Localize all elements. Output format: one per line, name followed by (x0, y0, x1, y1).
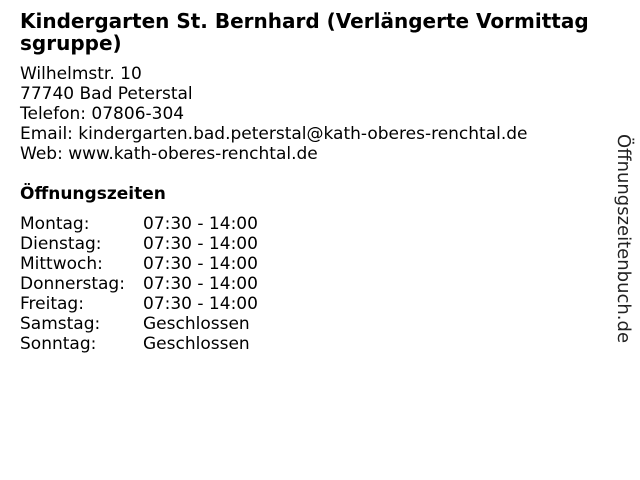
hours-row-wednesday (20, 254, 258, 274)
phone: Telefon: 07806-304 (20, 104, 185, 124)
page-title: Kindergarten St. Bernhard (Verlängerte Vormittagsgruppe) (20, 9, 589, 55)
time-value: 07:30 - 14:00 (143, 274, 258, 294)
time-value: 07:30 - 14:00 (143, 234, 258, 254)
time-value: 07:30 - 14:00 (143, 254, 258, 274)
city: 77740 Bad Peterstal (20, 84, 193, 104)
hours-row-sunday (20, 334, 258, 354)
hours-row-monday (20, 214, 258, 234)
day-label: Freitag: (20, 294, 84, 314)
opening-hours-table (20, 214, 258, 354)
time-value: 07:30 - 14:00 (143, 214, 258, 234)
day-label: Samstag: (20, 314, 101, 334)
day-label: Dienstag: (20, 234, 102, 254)
hours-row-friday (20, 294, 258, 314)
time-value: Geschlossen (143, 314, 250, 334)
day-label: Montag: (20, 214, 90, 234)
day-label: Sonntag: (20, 334, 97, 354)
site-watermark: Öffnungszeitenbuch.de (613, 134, 634, 344)
day-label: Mittwoch: (20, 254, 103, 274)
hours-row-tuesday (20, 234, 258, 254)
hours-row-thursday (20, 274, 258, 294)
hours-row-saturday (20, 314, 258, 334)
email: Email: kindergarten.bad.peterstal@kath-oberes-renchtal.de (20, 124, 528, 144)
time-value: 07:30 - 14:00 (143, 294, 258, 314)
web: Web: www.kath-oberes-renchtal.de (20, 144, 318, 164)
address-block (20, 64, 528, 164)
time-value: Geschlossen (143, 334, 250, 354)
day-label: Donnerstag: (20, 274, 125, 294)
street: Wilhelmstr. 10 (20, 64, 142, 84)
opening-hours-heading: Öffnungszeiten (20, 184, 166, 204)
